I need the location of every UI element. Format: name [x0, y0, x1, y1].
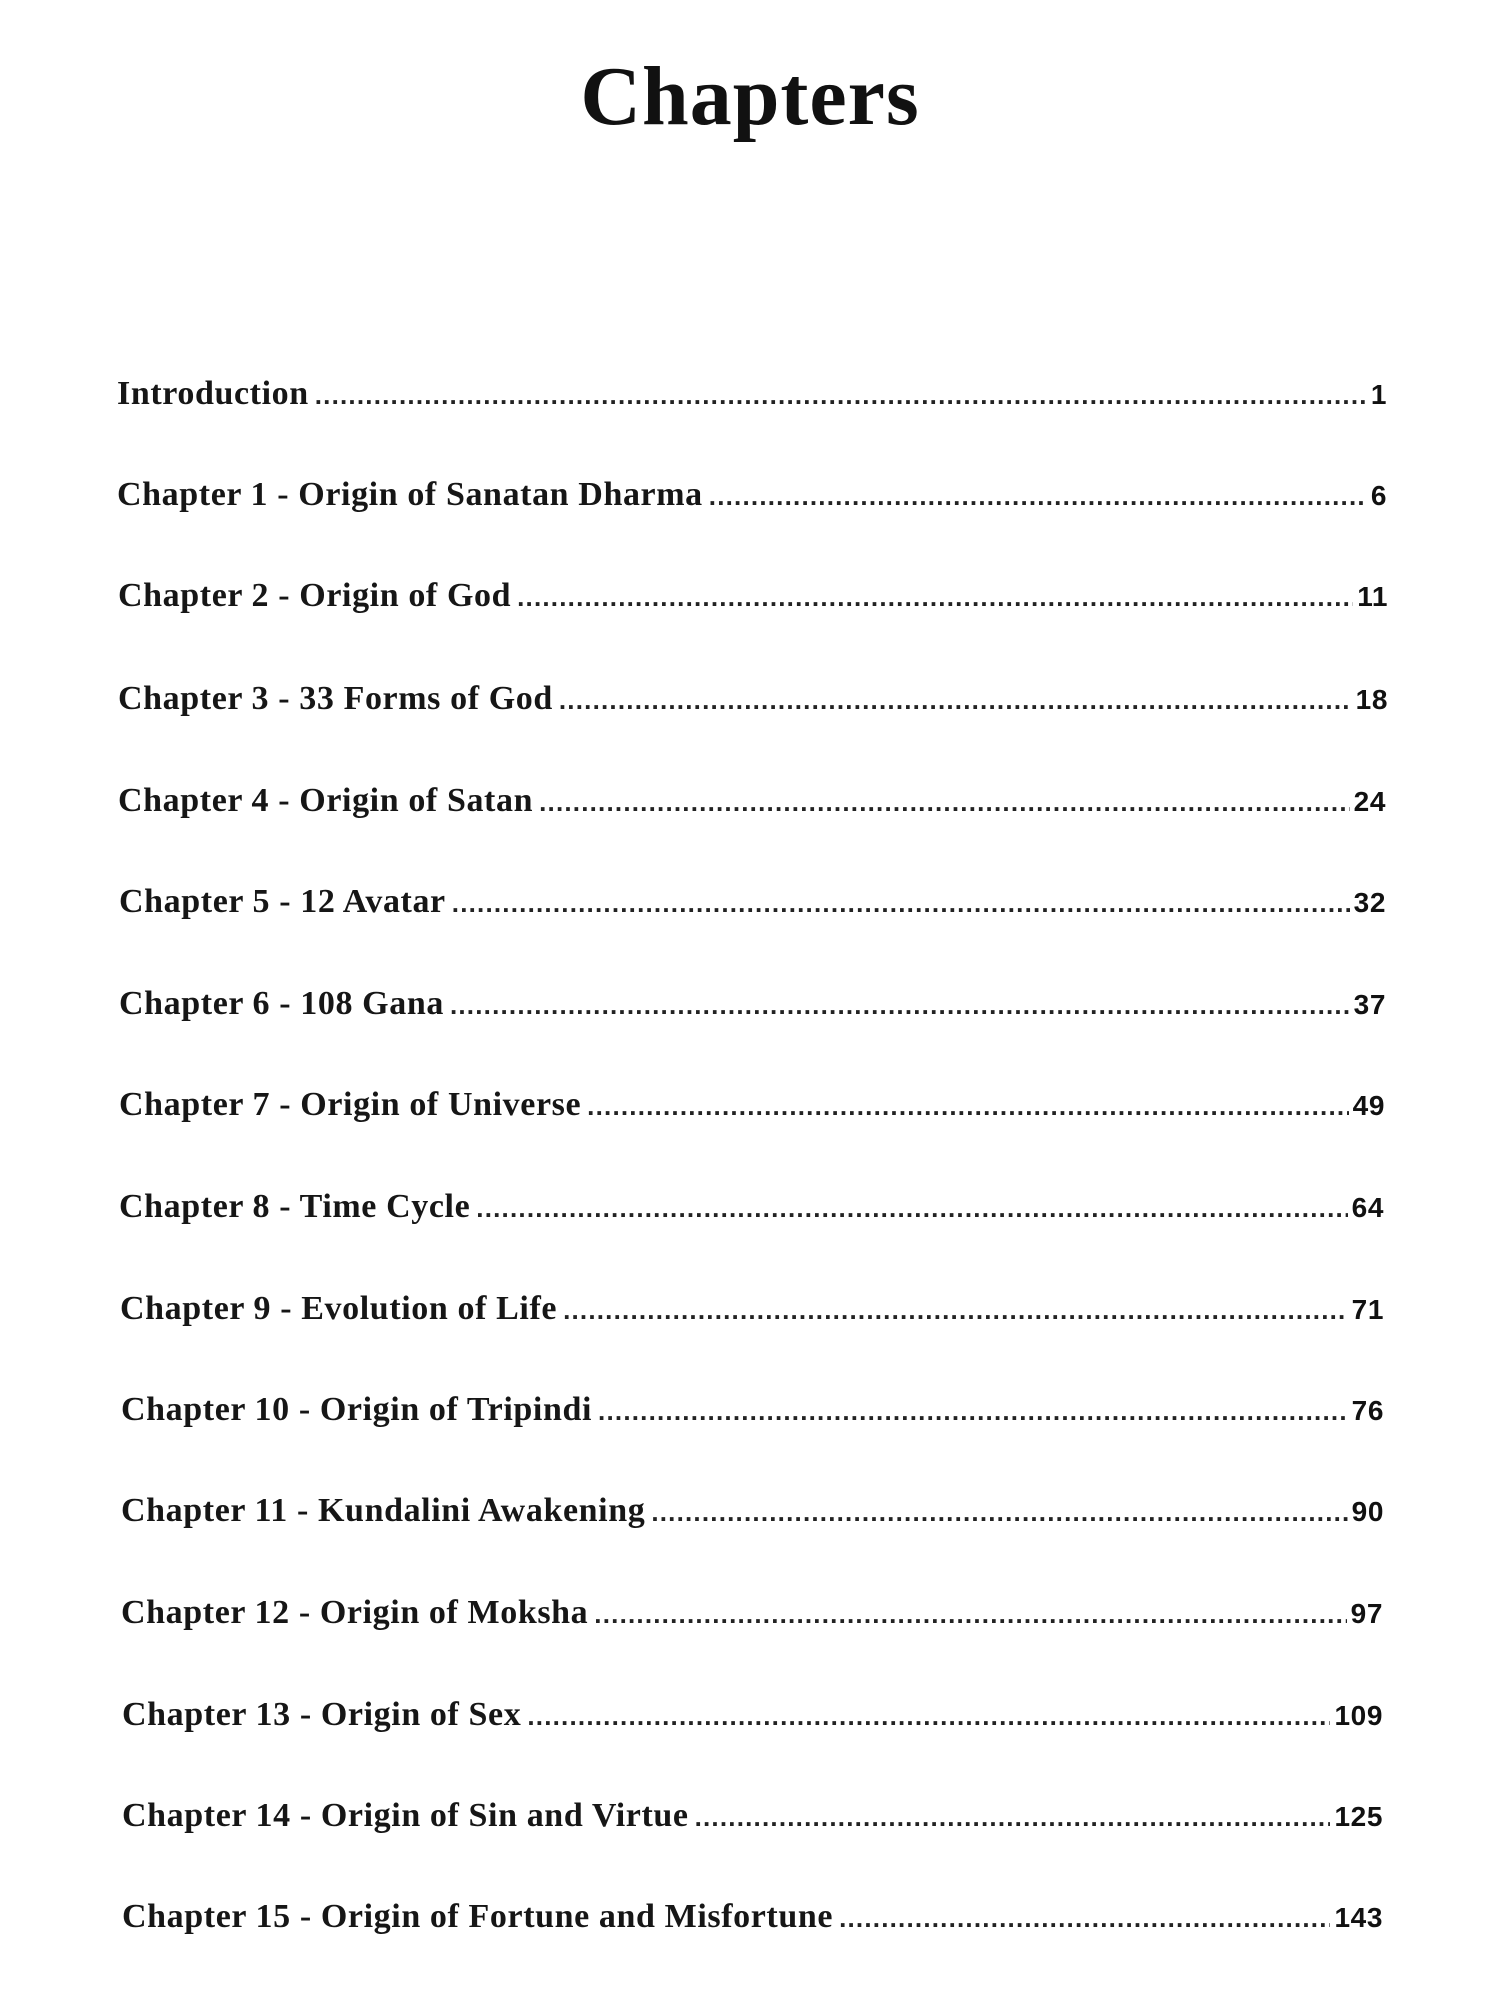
toc-entry-page: 90: [1351, 1496, 1384, 1527]
toc-entry-label: Chapter 14 - Origin of Sin and Virtue: [122, 1797, 689, 1834]
toc-entry-page: 32: [1353, 887, 1386, 918]
dot-leader: [563, 1295, 1348, 1326]
toc-entry-chapter-3: [118, 680, 1388, 740]
toc-entry-label: Chapter 12 - Origin of Moksha: [121, 1594, 589, 1631]
toc-entry-page: 97: [1350, 1598, 1383, 1629]
dot-leader: [452, 888, 1350, 919]
toc-entry-chapter-8: [119, 1188, 1384, 1248]
toc-entry-chapter-13: [122, 1696, 1383, 1756]
toc-entry-label: Chapter 8 - Time Cycle: [119, 1188, 471, 1225]
toc-entry-label: Chapter 2 - Origin of God: [118, 577, 512, 614]
dot-leader: [539, 787, 1350, 818]
toc-entry-chapter-12: [121, 1594, 1383, 1654]
toc-entry-page: 6: [1370, 480, 1387, 511]
toc-entry-label: Chapter 1 - Origin of Sanatan Dharma: [117, 476, 703, 513]
toc-entry-page: 1: [1370, 379, 1387, 410]
toc-entry-page: 125: [1334, 1801, 1383, 1832]
toc-entry-label: Chapter 3 - 33 Forms of God: [118, 680, 553, 717]
toc-entry-page: 18: [1355, 684, 1388, 715]
dot-leader: [587, 1091, 1348, 1122]
toc-entry-chapter-6: [119, 985, 1386, 1045]
dot-leader: [450, 990, 1350, 1021]
toc-entry-page: 24: [1353, 786, 1386, 817]
toc-entry-label: Chapter 5 - 12 Avatar: [119, 883, 446, 920]
toc-entry-chapter-1: [117, 476, 1387, 536]
toc-entry-page: 71: [1351, 1294, 1384, 1325]
toc-entry-label: Chapter 4 - Origin of Satan: [118, 782, 534, 819]
dot-leader: [598, 1396, 1348, 1427]
dot-leader: [517, 582, 1353, 613]
dot-leader: [527, 1701, 1330, 1732]
dot-leader: [559, 685, 1352, 716]
toc-entry-page: 64: [1351, 1192, 1384, 1223]
toc-entry-chapter-14: [122, 1797, 1383, 1857]
toc-entry-label: Chapter 6 - 108 Gana: [119, 985, 444, 1022]
toc-entry-label: Chapter 9 - Evolution of Life: [120, 1290, 558, 1327]
dot-leader: [709, 481, 1367, 512]
dot-leader: [315, 380, 1367, 411]
toc-entry-label: Chapter 15 - Origin of Fortune and Misfortune: [122, 1898, 834, 1935]
toc-entry-label: Chapter 7 - Origin of Universe: [119, 1086, 582, 1123]
dot-leader: [594, 1599, 1346, 1630]
toc-entry-label: Chapter 10 - Origin of Tripindi: [121, 1391, 593, 1428]
page-title: Chapters: [580, 50, 920, 143]
dot-leader: [476, 1193, 1347, 1224]
toc-entry-page: 11: [1357, 581, 1388, 612]
toc-entry-page: 143: [1334, 1902, 1383, 1933]
toc-entry-page: 49: [1352, 1090, 1385, 1121]
toc-entry-chapter-15: [122, 1898, 1383, 1958]
toc-entry-chapter-11: [121, 1492, 1384, 1552]
toc-entry-page: 76: [1351, 1395, 1384, 1426]
toc-entry-chapter-2: [118, 577, 1388, 637]
toc-entry-page: 109: [1334, 1700, 1383, 1731]
dot-leader: [651, 1497, 1347, 1528]
dot-leader: [839, 1903, 1330, 1934]
toc-entry-chapter-4: [118, 782, 1386, 842]
toc-entry-chapter-5: [119, 883, 1386, 943]
dot-leader: [695, 1802, 1331, 1833]
toc-entry-page: 37: [1353, 989, 1386, 1020]
toc-entry-label: Chapter 11 - Kundalini Awakening: [121, 1492, 646, 1529]
toc-entry-chapter-7: [119, 1086, 1385, 1146]
toc-entry-label: Chapter 13 - Origin of Sex: [122, 1696, 522, 1733]
toc-entry-chapter-9: [120, 1290, 1384, 1350]
toc-entry-chapter-10: [121, 1391, 1384, 1451]
toc-entry-introduction: [117, 375, 1387, 435]
toc-entry-label: Introduction: [117, 375, 309, 412]
